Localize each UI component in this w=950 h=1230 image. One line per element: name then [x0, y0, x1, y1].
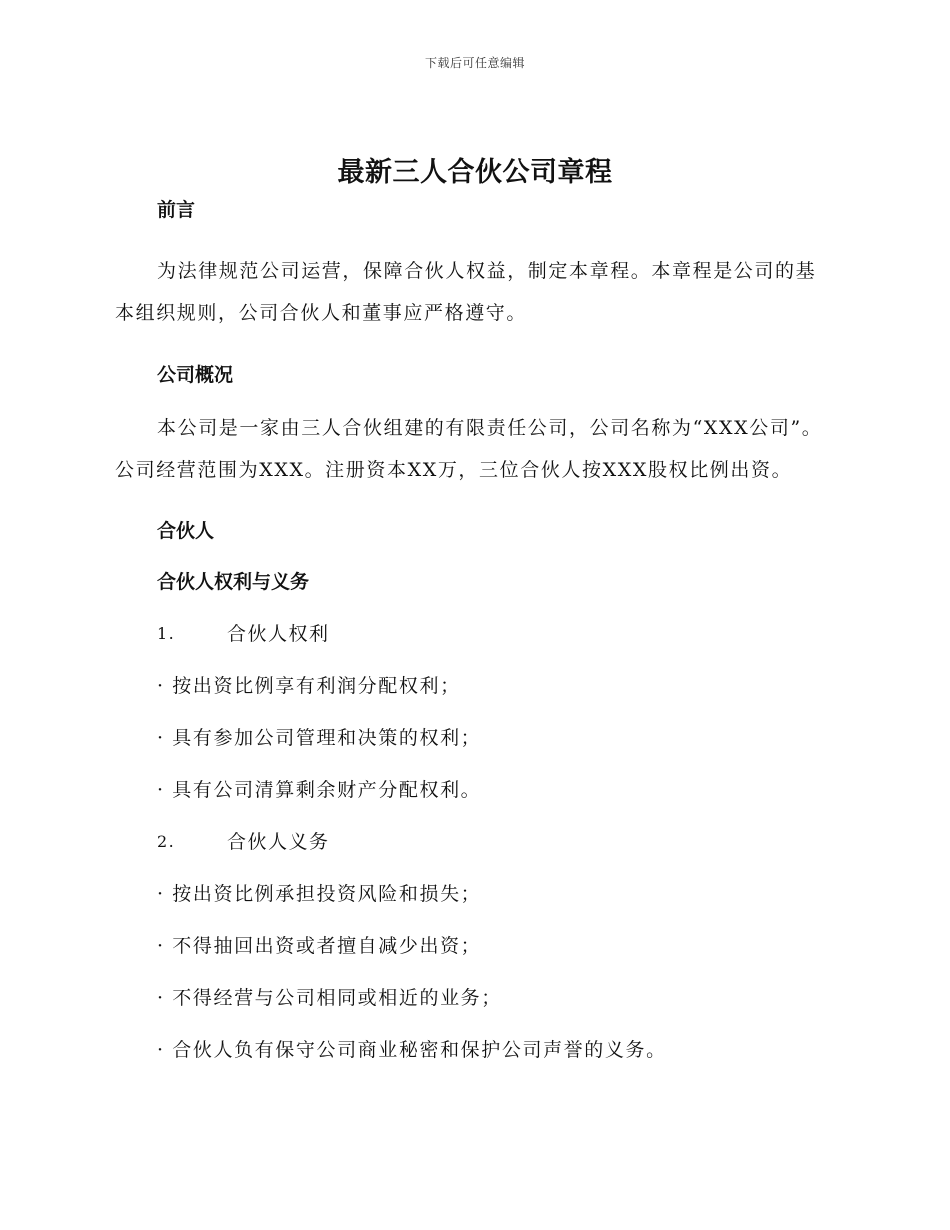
document-body [115, 195, 835, 1065]
duties-bullet-3: · 不得经营与公司相同或相近的业务； [157, 987, 502, 1009]
duties-bullet-2: · 不得抽回出资或者擅自减少出资； [157, 935, 482, 957]
header-note: 下载后可任意编辑 [424, 56, 525, 70]
rights-duties-heading: 合伙人权利与义务 [157, 571, 310, 593]
rights-title: 合伙人权利 [227, 623, 330, 645]
duties-number: 2. [157, 832, 176, 851]
overview-heading: 公司概况 [157, 364, 234, 386]
rights-bullet-3: · 具有公司清算剩余财产分配权利。 [157, 779, 482, 801]
duties-bullet-1: · 按出资比例承担投资风险和损失； [157, 883, 482, 905]
rights-bullet-2: · 具有参加公司管理和决策的权利； [157, 727, 482, 749]
duties-numbered-item [115, 827, 835, 857]
rights-numbered-item [115, 619, 835, 649]
rights-bullet-1: · 按出资比例享有利润分配权利； [157, 675, 461, 697]
overview-paragraph: 本公司是一家由三人合伙组建的有限责任公司，公司名称为“XXX公司”。公司经营范围为XXX。注册资本XX万，三位合伙人按XXX股权比例出资。 [115, 417, 823, 481]
preface-heading: 前言 [157, 199, 196, 221]
document-title: 最新三人合伙公司章程 [337, 157, 613, 188]
rights-number: 1. [157, 624, 176, 643]
duties-bullet-4: · 合伙人负有保守公司商业秘密和保护公司声誉的义务。 [157, 1039, 667, 1061]
preface-paragraph: 为法律规范公司运营，保障合伙人权益，制定本章程。本章程是公司的基本组织规则，公司合伙人和董事应严格遵守。 [115, 260, 817, 324]
partners-heading: 合伙人 [157, 520, 215, 542]
duties-title: 合伙人义务 [227, 831, 330, 853]
